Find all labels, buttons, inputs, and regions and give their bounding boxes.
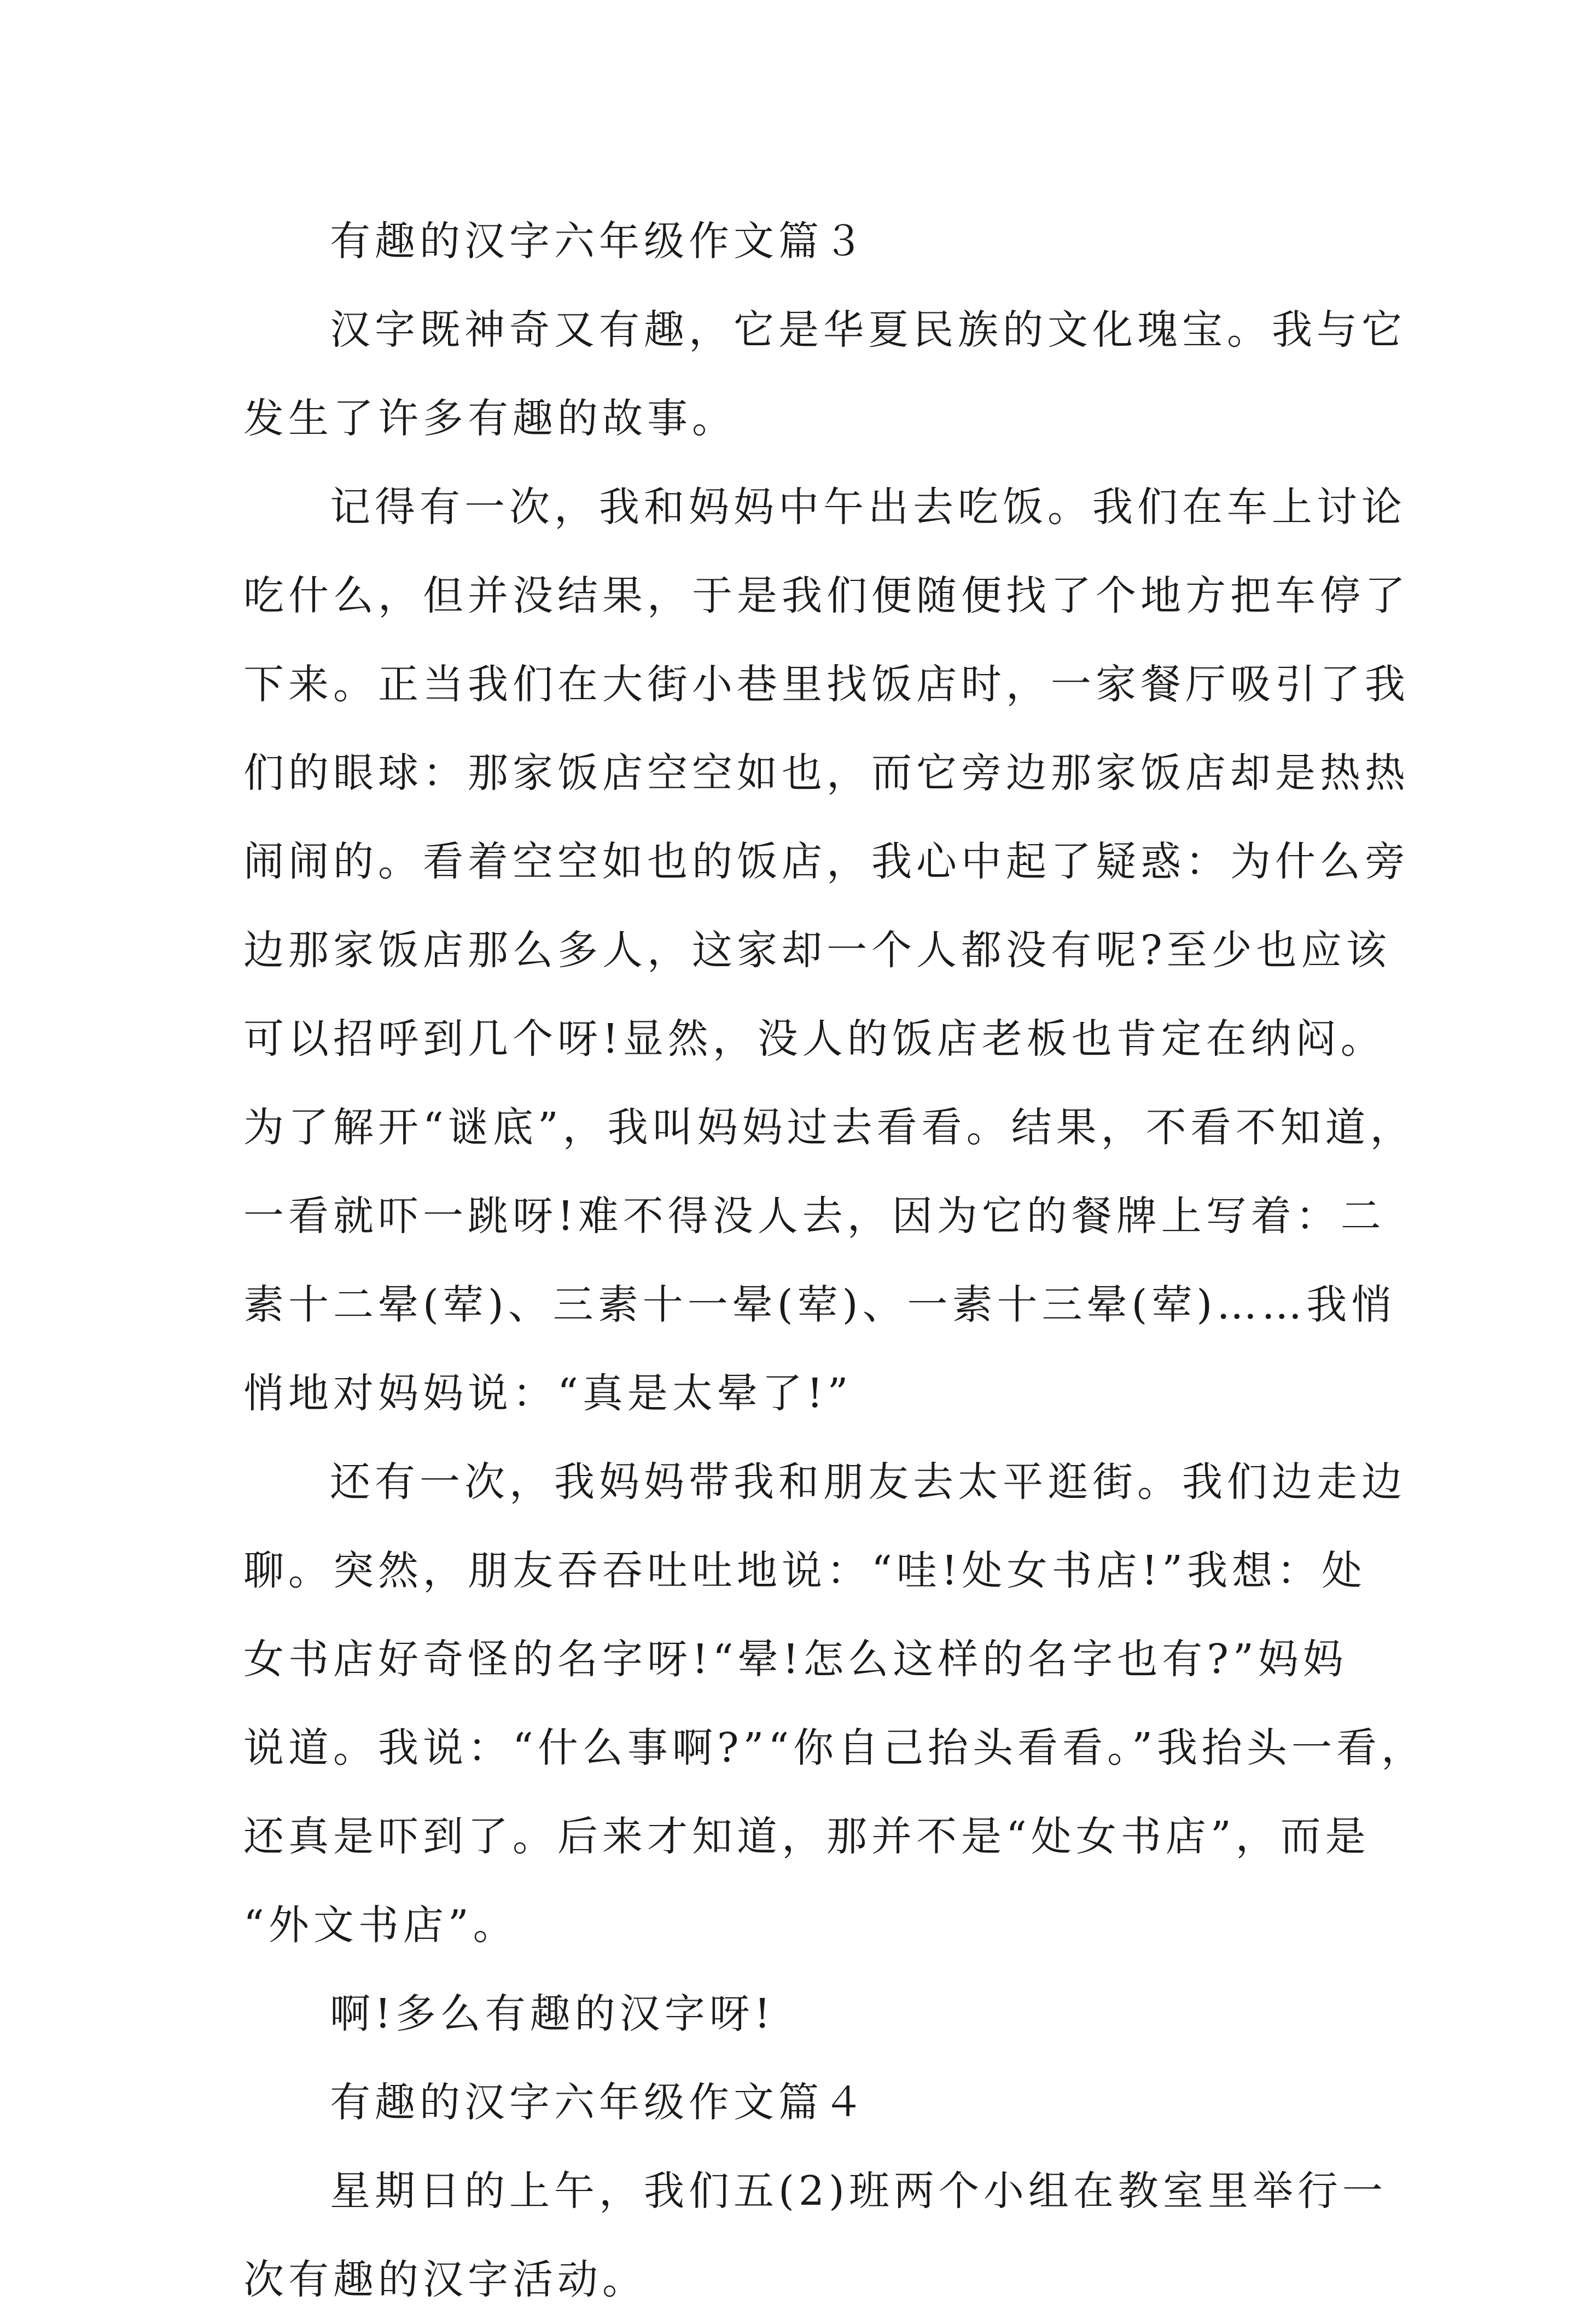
paragraph-line: 闹闹的。看着空空如也的饭店，我心中起了疑惑：为什么旁 xyxy=(243,838,1410,885)
paragraph-line: 素十二晕(荤)、三素十一晕(荤)、一素十三晕(荤)……我悄 xyxy=(243,1281,1396,1328)
paragraph-line: 啊!多么有趣的汉字呀! xyxy=(330,1990,775,2037)
paragraph-line: 下来。正当我们在大街小巷里找饭店时，一家餐厅吸引了我 xyxy=(243,661,1410,708)
paragraph-line: 女书店好奇怪的名字呀!“晕!怎么这样的名字也有?”妈妈 xyxy=(243,1636,1348,1683)
paragraph-line: 悄地对妈妈说：“真是太晕了!” xyxy=(243,1370,853,1417)
essay-heading-4: 有趣的汉字六年级作文篇４ xyxy=(330,2079,868,2126)
paragraph-line: “外文书店”。 xyxy=(243,1902,518,1949)
paragraph-line: 们的眼球：那家饭店空空如也，而它旁边那家饭店却是热热 xyxy=(243,750,1410,797)
paragraph-line: 边那家饭店那么多人，这家却一个人都没有呢?至少也应该 xyxy=(243,927,1391,974)
paragraph-line: 还有一次，我妈妈带我和朋友去太平逛街。我们边走边 xyxy=(330,1459,1406,1506)
paragraph-line: 聊。突然，朋友吞吞吐吐地说：“哇!处女书店!”我想：处 xyxy=(243,1547,1367,1594)
essay-heading-3: 有趣的汉字六年级作文篇３ xyxy=(330,218,868,265)
document-page xyxy=(243,197,1426,2324)
paragraph-line: 汉字既神奇又有趣，它是华夏民族的文化瑰宝。我与它 xyxy=(330,306,1406,353)
paragraph-line: 为了解开“谜底”，我叫妈妈过去看看。结果，不看不知道， xyxy=(243,1104,1415,1151)
paragraph-line: 次有趣的汉字活动。 xyxy=(243,2256,647,2303)
paragraph-line: 星期日的上午，我们五(2)班两个小组在教室里举行一 xyxy=(330,2168,1387,2215)
paragraph-line: 记得有一次，我和妈妈中午出去吃饭。我们在车上讨论 xyxy=(330,484,1406,531)
paragraph-line: 发生了许多有趣的故事。 xyxy=(243,395,737,442)
paragraph-line: 还真是吓到了。后来才知道，那并不是“处女书店”，而是 xyxy=(243,1813,1370,1860)
paragraph-line: 吃什么，但并没结果，于是我们便随便找了个地方把车停了 xyxy=(243,572,1410,619)
paragraph-line: 说道。我说：“什么事啊?”“你自己抬头看看。”我抬头一看， xyxy=(243,1724,1426,1771)
paragraph-line: 一看就吓一跳呀!难不得没人去，因为它的餐牌上写着：二 xyxy=(243,1193,1386,1240)
paragraph-line: 可以招呼到几个呀!显然，没人的饭店老板也肯定在纳闷。 xyxy=(243,1015,1386,1062)
